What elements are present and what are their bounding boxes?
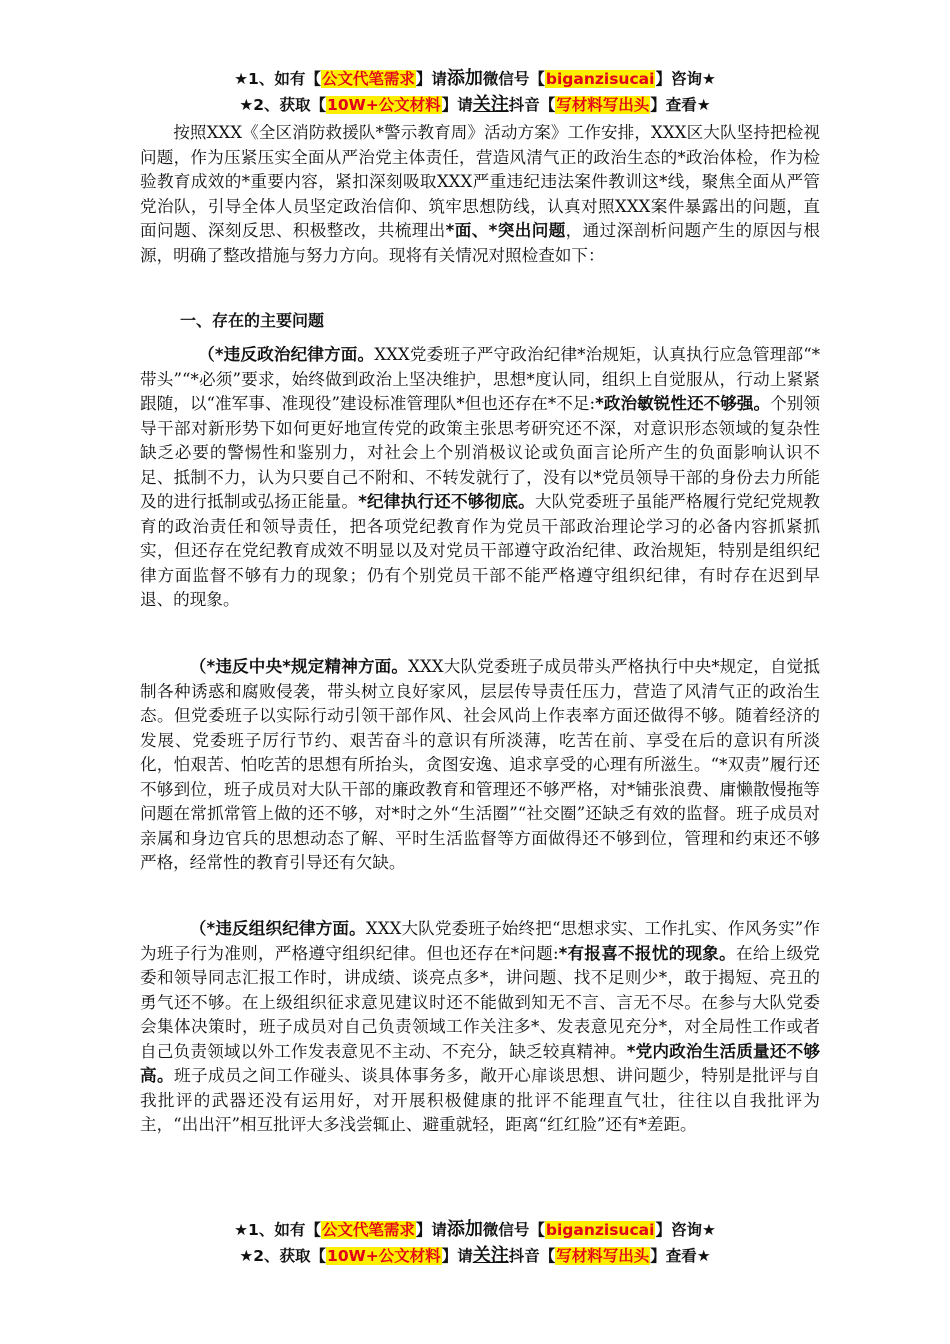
banner-emphasis: 添加 (446, 68, 483, 89)
banner-text: 】请 (441, 1247, 473, 1265)
section-text: XXX党委班子严守政治纪律*治规矩，认真执行应急管理部“*带头”“*必须”要求，始终做到政治上坚决维护，思想*度认同，组织上自觉服从，行动上紧紧跟随，以“准军事、准现役”建设标准管理队*但也还存在*不足: (140, 345, 821, 413)
banner-text: 微信号【 (482, 1221, 545, 1239)
top-banner (0, 66, 950, 118)
intro-text: ，通过深剖析问题产生的原因与根源，明确了整改措施与努力方向。现将有关情况对照检查如下： (140, 221, 820, 265)
section-title: （*违反中央*规定精神方面。 (189, 657, 409, 676)
section-title: （*违反组织纪律方面。 (189, 919, 366, 938)
banner-highlight-douyin: 写材料写出头 (556, 1247, 650, 1265)
banner-text: 】请 (441, 96, 473, 114)
banner-text: ★1、如有【 (234, 1221, 321, 1239)
section-text: XXX大队党委班子成员带头严格执行中央*规定，自觉抵制各种诱惑和腐败侵袭，带头树立良好家风，层层传导责任压力，营造了风清气正的政治生态。但党委班子以实际行动引领干部作风、社会风尚上作表率方面还做得不够。随着经济的发展、党委班子厉行节约、艰苦奋斗的意识有所淡薄，吃苦在前、享受在后的意识有所淡化，怕艰苦、怕吃苦的思想有所抬头，贪图安逸、追求享受的心理有所滋生。“*双责”履行还不够到位，班子成员对大队干部的廉政教育和管理还不够严格，对*铺张浪费、庸懒散慢拖等问题在常抓常管上做的还不够，对*时之外“生活圈”“社交圈”还缺乏有效的监督。班子成员对亲属和身边官兵的思想动态了解、平时生活监督等方面做得还不够到位，管理和约束还不够严格，经常性的教育引导还有欠缺。 (140, 657, 820, 872)
section-title: （*违反政治纪律方面。 (198, 345, 375, 364)
banner-text: 抖音【 (508, 1247, 556, 1265)
banner-line-1 (0, 1217, 950, 1243)
banner-emphasis: 添加 (446, 1219, 483, 1240)
banner-emphasis: 关注 (472, 1245, 509, 1266)
banner-text: 抖音【 (508, 96, 556, 114)
banner-highlight: 10W+公文材料 (327, 96, 441, 114)
banner-text: ★1、如有【 (234, 70, 321, 88)
section-text: XXX大队党委班子始终把“思想求实、工作扎实、作风务实”作为班子行为准则，严格遵守组织纪律。但也还存在*问题: (140, 919, 820, 963)
banner-text: 】查看★ (650, 96, 711, 114)
section-central-regulations (140, 655, 820, 876)
section-text: 大队党委班子虽能严格履行党纪党规教育的政治责任和领导责任，把各项党纪教育作为党员干部政治理论学习的必备内容抓紧抓实，但还存在党纪教育成效不明显以及对党员干部遵守政治纪律、政治规矩，特别是组织纪律方面监督不够有力的现象；仍有个别党员干部不能严格遵守组织纪律，有时存在迟到早退、的现象。 (140, 492, 821, 609)
banner-text: 】咨询★ (655, 1221, 716, 1239)
banner-text: 】请 (415, 1221, 447, 1239)
banner-highlight-wechat: biganzisucai (545, 1221, 655, 1239)
banner-highlight-wechat: biganzisucai (545, 70, 655, 88)
section-organizational-discipline (140, 917, 820, 1138)
intro-paragraph (140, 121, 820, 268)
section-political-discipline (140, 343, 820, 613)
banner-highlight: 公文代笔需求 (321, 1221, 415, 1239)
banner-line-1 (0, 66, 950, 92)
section-heading: 一、存在的主要问题 (180, 311, 325, 330)
banner-text: 】查看★ (650, 1247, 711, 1265)
banner-text: ★2、获取【 (239, 96, 327, 114)
banner-text: 微信号【 (482, 70, 545, 88)
banner-line-2 (0, 1243, 950, 1269)
section-bold: *政治敏锐性还不够强。 (595, 394, 771, 413)
section-text: 在给上级党委和领导同志汇报工作时，讲成绩、谈亮点多*，讲问题、找不足则少*，敢于揭短、亮丑的勇气还不够。在上级组织征求意见建议时还不能做到知无不言、言无不尽。在参与大队党委会集体决策时，班子成员对自己负责领域工作关注多*、发表意见充分*，对全局性工作或者自己负责领域以外工作发表意见不主动、不充分，缺乏较真精神。 (140, 943, 821, 1061)
section-bold: *有报喜不报忧的现象。 (558, 943, 737, 963)
section-text: 班子成员之间工作碰头、谈具体事务多，敞开心扉谈思想、讲问题少，特别是批评与自我批评的武器还没有运用好，对开展积极健康的批评不能理直气壮，往往以自我批评为主，“出出汗”相互批评大多浅尝辄止、避重就轻，距离“红红脸”还有*差距。 (140, 1066, 821, 1134)
intro-bold: *面、*突出问题 (445, 221, 566, 240)
banner-text: 】咨询★ (655, 70, 716, 88)
banner-highlight: 公文代笔需求 (321, 70, 415, 88)
section-text: 个别领导干部对新形势下如何更好地宣传党的政策主张思考研究还不深，对意识形态领域的复杂性缺乏必要的警惕性和鉴别力，对社会上个别消极议论或负面言论所产生的负面影响认识不足、抵制不力，认为只要自己不附和、不转发就行了，没有以*党员领导干部的身份去力所能及的进行抵制或弘扬正能量。 (140, 394, 820, 511)
section-bold: *纪律执行还不够彻底。 (358, 492, 535, 511)
banner-emphasis: 关注 (472, 94, 509, 115)
section-bold: *党内政治生活质量还不够高。 (140, 1041, 820, 1085)
banner-text: ★2、获取【 (239, 1247, 327, 1265)
intro-text: 按照XXX《全区消防救援队*警示教育周》活动方案》工作安排，XXX区大队坚持把检视问题，作为压紧压实全面从严治党主体责任，营造风清气正的政治生态的*政治体检，作为检验教育成效的*重要内容，紧扣深刻吸取XXX严重违纪违法案件教训这*线，聚焦全面从严管党治队，引导全体人员坚定政治信仰、筑牢思想防线，认真对照XXX案件暴露出的问题，直面问题、深刻反思、积极整改，共梳理出 (140, 123, 820, 240)
banner-highlight: 10W+公文材料 (327, 1247, 441, 1265)
banner-line-2 (0, 92, 950, 118)
bottom-banner (0, 1217, 950, 1269)
banner-highlight-douyin: 写材料写出头 (556, 96, 650, 114)
banner-text: 】请 (415, 70, 447, 88)
